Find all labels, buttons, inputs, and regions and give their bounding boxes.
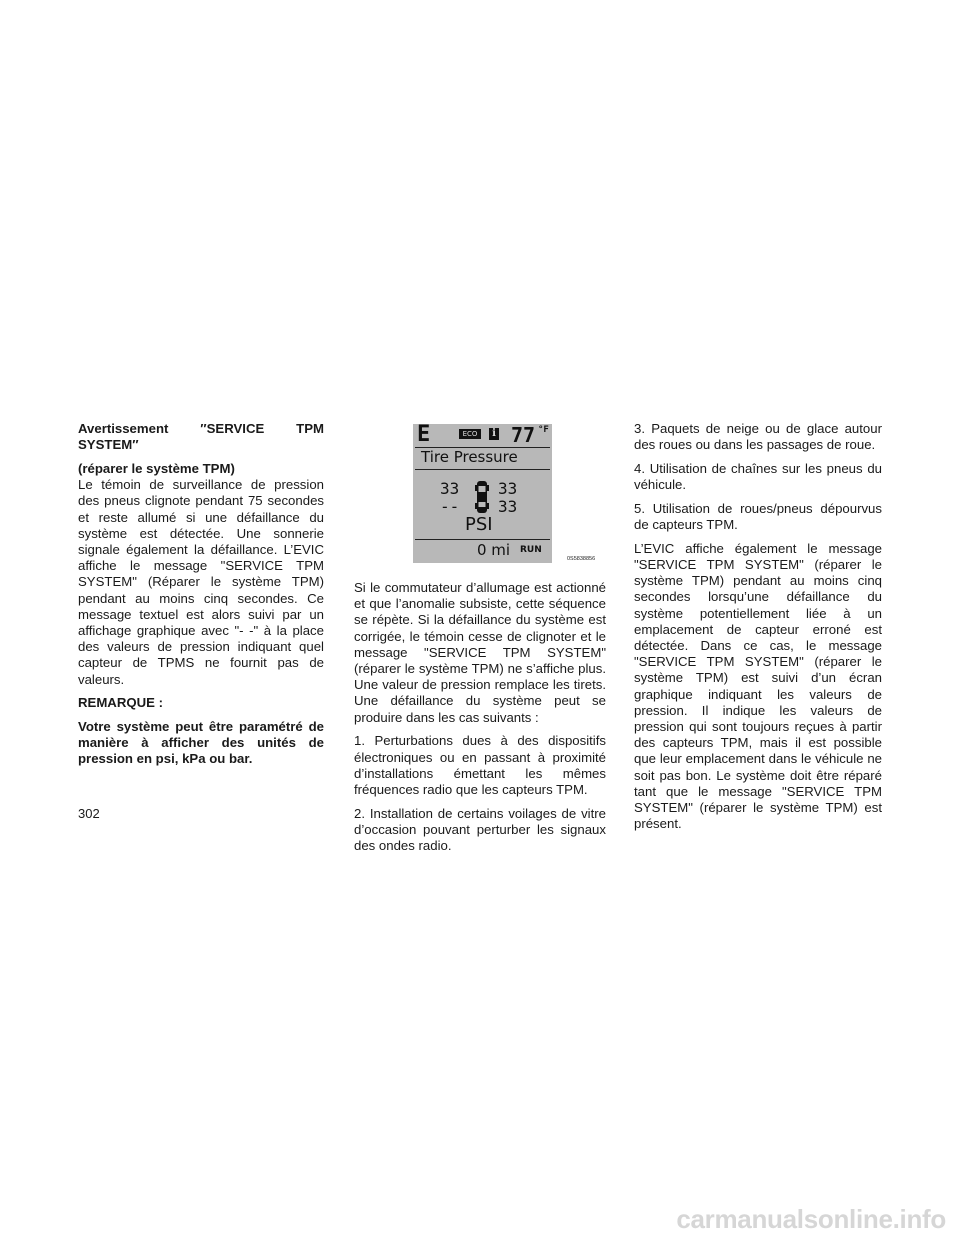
body-paragraph: L’EVIC affiche également le message "SERVICE TPM SYSTEM" (réparer le système TPM) pendant au moins cinq secondes lorsqu’une défaillance du système potentiellement liée à un emplacement de capteur erroné est détectée. Dans ce cas, le message "SERVICE TPM SYSTEM" (réparer le système TPM) est suivi d’un écran graphique indiquant les valeurs de pression. Il indique les valeurs de pression qui sont toujours reçues à partir des capteurs TPM, mais il est possible que leur emplacement dans le véhicule ne soit pas bon. Le système doit être réparé tant que le message "SERVICE TPM SYSTEM" (réparer le système TPM) est présent.: [634, 540, 882, 832]
pressure-front-right: 33: [498, 479, 518, 498]
car-top-view-icon: [475, 480, 489, 514]
eco-badge-icon: ECO: [459, 429, 481, 439]
evic-display-figure: [413, 422, 596, 563]
pressure-front-left: 33: [440, 479, 460, 498]
figure-code: 0S5838856: [567, 556, 596, 562]
display-divider: [415, 539, 550, 540]
odometer-value: 0 mi: [477, 541, 511, 559]
text-column-middle: [354, 580, 606, 862]
text-column-left: [78, 421, 324, 775]
section-heading-line1: Avertissement ″SERVICE TPM SYSTEM″: [78, 421, 324, 453]
watermark: carmanualsonline.info: [676, 1204, 946, 1234]
fuel-letter: E: [417, 422, 431, 447]
page-number: 302: [78, 806, 100, 821]
ignition-status: RUN: [520, 545, 542, 555]
list-item: 1. Perturbations dues à des dispositifs électroniques ou en passant à proximité d’installations émettant les mêmes fréquences radio que les capteurs TPM.: [354, 733, 606, 797]
display-divider: [415, 469, 550, 470]
body-paragraph: Le témoin de surveillance de pression des pneus clignote pendant 75 secondes et reste allumé si une défaillance du système est détectée. Une sonnerie signale également la défaillance. L’EVIC affiche le message "SERVICE TPM SYSTEM" (Réparer le système TPM) pendant au moins cinq secondes. Ce message textuel est alors suivi par un affichage graphique avec "- -" à la place des valeurs de pression indiquant quel capteur de TPMS ne fournit pas de valeurs.: [78, 477, 324, 687]
temperature-value: 77: [511, 423, 536, 447]
list-item: 3. Paquets de neige ou de glace autour des roues ou dans les passages de roue.: [634, 421, 882, 453]
pressure-rear-right: 33: [498, 497, 518, 516]
display-title: Tire Pressure: [421, 448, 518, 466]
note-label: REMARQUE :: [78, 695, 163, 711]
note-text: Votre système peut être paramétré de manière à afficher des unités de pression en psi, kPa ou bar.: [78, 718, 324, 767]
text-column-right: [634, 421, 882, 840]
temperature-unit: °F: [538, 425, 549, 435]
list-item: 5. Utilisation de roues/pneus dépourvus de capteurs TPM.: [634, 500, 882, 533]
pressure-rear-left: --: [440, 497, 460, 516]
pressure-unit: PSI: [465, 514, 493, 535]
list-item: 4. Utilisation de chaînes sur les pneus du véhicule.: [634, 460, 882, 493]
body-paragraph: Si le commutateur d’allumage est actionné et que l’anomalie subsiste, cette séquence se répète. Si la défaillance du système est corrigée, le témoin cesse de clignoter et le message "SERVICE TPM SYSTEM" (réparer le système TPM) ne s’affiche plus. Une valeur de pression remplace les tirets. Une défaillance du système peut se produire dans les cas suivants :: [354, 580, 606, 725]
list-item: 2. Installation de certains voilages de vitre d’occasion pouvant perturber les signaux des ondes radio.: [354, 805, 606, 854]
section-heading-line2: (réparer le système TPM): [78, 460, 235, 476]
info-icon: i: [489, 428, 499, 440]
